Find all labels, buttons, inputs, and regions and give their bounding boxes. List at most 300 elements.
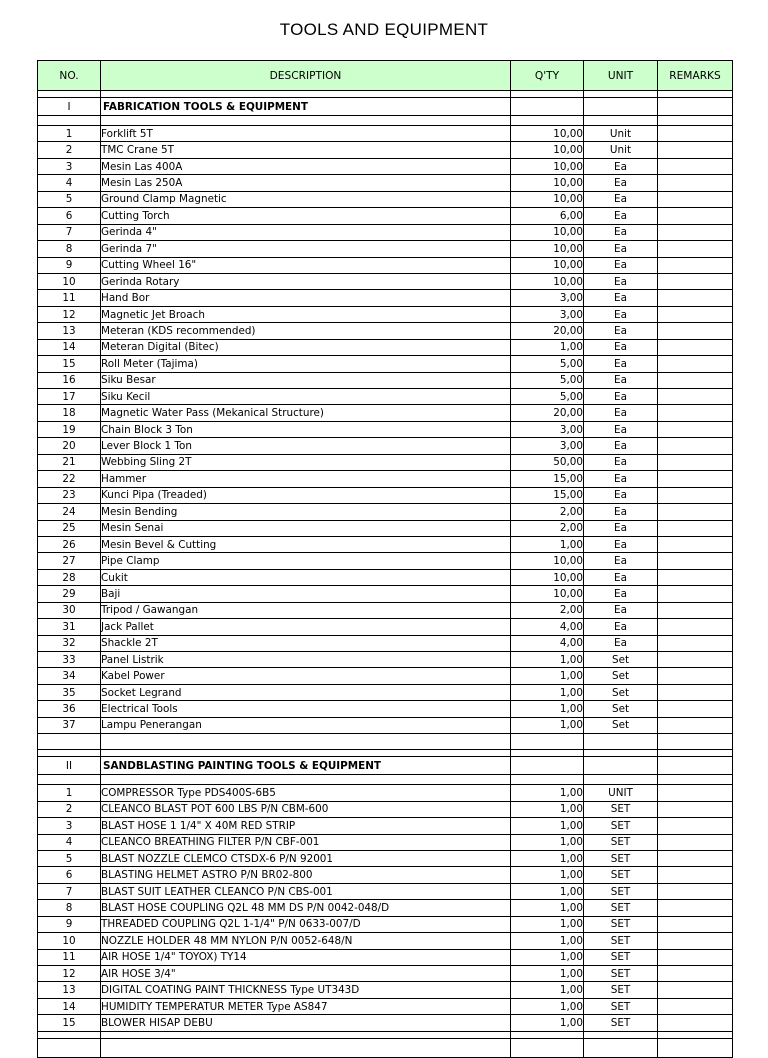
table-row	[38, 454, 733, 470]
item-number: 25	[38, 520, 101, 536]
empty-cell	[658, 1038, 733, 1057]
empty-cell	[511, 98, 584, 116]
table-row	[38, 536, 733, 552]
item-quantity: 10,00	[511, 142, 584, 158]
item-description: BLAST HOSE 1 1/4" X 40M RED STRIP	[101, 818, 511, 834]
empty-cell	[658, 98, 733, 116]
item-quantity: 1,00	[511, 668, 584, 684]
item-number: 28	[38, 569, 101, 585]
item-description: Lampu Penerangan	[101, 717, 511, 733]
blank-row	[38, 734, 733, 750]
empty-cell	[38, 775, 101, 785]
item-description: Mesin Bending	[101, 504, 511, 520]
spacer-row	[38, 775, 733, 785]
table-row	[38, 635, 733, 651]
table-row	[38, 785, 733, 801]
item-number: 5	[38, 191, 101, 207]
item-number: 8	[38, 900, 101, 916]
item-number: 9	[38, 916, 101, 932]
table-row	[38, 850, 733, 866]
item-unit: Ea	[584, 553, 658, 569]
table-row	[38, 916, 733, 932]
item-remarks	[658, 652, 733, 668]
item-unit: Ea	[584, 257, 658, 273]
item-unit: Ea	[584, 471, 658, 487]
item-number: 11	[38, 949, 101, 965]
table-row	[38, 900, 733, 916]
table-row	[38, 933, 733, 949]
item-quantity: 6,00	[511, 208, 584, 224]
table-row	[38, 126, 733, 142]
item-remarks	[658, 850, 733, 866]
table-row	[38, 306, 733, 322]
empty-cell	[511, 91, 584, 98]
item-number: 35	[38, 684, 101, 700]
item-unit: Set	[584, 701, 658, 717]
item-unit: Ea	[584, 356, 658, 372]
item-remarks	[658, 356, 733, 372]
item-unit: SET	[584, 998, 658, 1014]
item-remarks	[658, 339, 733, 355]
item-description: Siku Kecil	[101, 389, 511, 405]
item-number: 2	[38, 142, 101, 158]
table-row	[38, 224, 733, 240]
empty-cell	[584, 91, 658, 98]
item-remarks	[658, 126, 733, 142]
item-quantity: 3,00	[511, 290, 584, 306]
item-number: 16	[38, 372, 101, 388]
item-description: Kabel Power	[101, 668, 511, 684]
item-remarks	[658, 785, 733, 801]
empty-cell	[101, 116, 511, 126]
item-remarks	[658, 208, 733, 224]
item-quantity: 10,00	[511, 158, 584, 174]
empty-cell	[511, 1038, 584, 1057]
section-title: FABRICATION TOOLS & EQUIPMENT	[101, 98, 511, 116]
item-remarks	[658, 438, 733, 454]
item-quantity: 10,00	[511, 569, 584, 585]
spacer-row	[38, 91, 733, 98]
item-quantity: 1,00	[511, 339, 584, 355]
item-description: Electrical Tools	[101, 701, 511, 717]
table-row	[38, 471, 733, 487]
table-row	[38, 257, 733, 273]
item-unit: SET	[584, 1015, 658, 1031]
item-quantity: 4,00	[511, 635, 584, 651]
item-remarks	[658, 257, 733, 273]
table-row	[38, 867, 733, 883]
item-remarks	[658, 602, 733, 618]
item-quantity: 20,00	[511, 405, 584, 421]
item-remarks	[658, 553, 733, 569]
item-description: Panel Listrik	[101, 652, 511, 668]
item-quantity: 10,00	[511, 586, 584, 602]
table-row	[38, 619, 733, 635]
table-row	[38, 949, 733, 965]
item-number: 7	[38, 224, 101, 240]
item-unit: Ea	[584, 208, 658, 224]
item-unit: SET	[584, 949, 658, 965]
table-row	[38, 158, 733, 174]
item-unit: Ea	[584, 421, 658, 437]
item-number: 22	[38, 471, 101, 487]
item-quantity: 10,00	[511, 191, 584, 207]
empty-cell	[658, 734, 733, 750]
item-description: Cukit	[101, 569, 511, 585]
item-number: 6	[38, 867, 101, 883]
item-unit: Ea	[584, 175, 658, 191]
item-description: BLAST NOZZLE CLEMCO CTSDX-6 P/N 92001	[101, 850, 511, 866]
item-number: 36	[38, 701, 101, 717]
item-number: 7	[38, 883, 101, 899]
item-unit: Ea	[584, 635, 658, 651]
item-description: COMPRESSOR Type PDS400S-6B5	[101, 785, 511, 801]
table-row	[38, 553, 733, 569]
item-quantity: 2,00	[511, 504, 584, 520]
item-quantity: 1,00	[511, 818, 584, 834]
item-quantity: 2,00	[511, 520, 584, 536]
table-row	[38, 684, 733, 700]
item-number: 10	[38, 933, 101, 949]
table-row	[38, 372, 733, 388]
item-quantity: 1,00	[511, 801, 584, 817]
item-quantity: 50,00	[511, 454, 584, 470]
item-number: 21	[38, 454, 101, 470]
header-description: DESCRIPTION	[101, 61, 511, 91]
item-description: TMC Crane 5T	[101, 142, 511, 158]
item-unit: Ea	[584, 487, 658, 503]
item-description: Cutting Torch	[101, 208, 511, 224]
empty-cell	[38, 750, 101, 757]
empty-cell	[511, 775, 584, 785]
empty-cell	[584, 750, 658, 757]
empty-cell	[584, 1038, 658, 1057]
item-description: Tripod / Gawangan	[101, 602, 511, 618]
item-number: 15	[38, 1015, 101, 1031]
table-row	[38, 701, 733, 717]
item-quantity: 5,00	[511, 389, 584, 405]
empty-cell	[584, 757, 658, 775]
item-number: 13	[38, 982, 101, 998]
empty-cell	[658, 775, 733, 785]
item-quantity: 1,00	[511, 883, 584, 899]
item-remarks	[658, 520, 733, 536]
empty-cell	[38, 1031, 101, 1038]
item-remarks	[658, 487, 733, 503]
table-row	[38, 504, 733, 520]
item-unit: SET	[584, 916, 658, 932]
item-unit: Ea	[584, 438, 658, 454]
item-remarks	[658, 717, 733, 733]
item-unit: Ea	[584, 241, 658, 257]
item-remarks	[658, 619, 733, 635]
item-description: DIGITAL COATING PAINT THICKNESS Type UT343D	[101, 982, 511, 998]
item-quantity: 1,00	[511, 850, 584, 866]
table-row	[38, 998, 733, 1014]
item-remarks	[658, 867, 733, 883]
table-row	[38, 569, 733, 585]
empty-cell	[584, 98, 658, 116]
item-number: 27	[38, 553, 101, 569]
item-description: BLASTING HELMET ASTRO P/N BR02-800	[101, 867, 511, 883]
item-quantity: 3,00	[511, 306, 584, 322]
item-remarks	[658, 998, 733, 1014]
item-number: 6	[38, 208, 101, 224]
empty-cell	[101, 1038, 511, 1057]
item-remarks	[658, 175, 733, 191]
empty-cell	[38, 91, 101, 98]
item-unit: SET	[584, 834, 658, 850]
item-unit: SET	[584, 982, 658, 998]
empty-cell	[101, 750, 511, 757]
item-description: Jack Pallet	[101, 619, 511, 635]
table-row	[38, 405, 733, 421]
item-remarks	[658, 949, 733, 965]
item-unit: Ea	[584, 224, 658, 240]
item-quantity: 20,00	[511, 323, 584, 339]
item-unit: Ea	[584, 372, 658, 388]
item-number: 12	[38, 306, 101, 322]
item-description: Kunci Pipa (Treaded)	[101, 487, 511, 503]
table-row	[38, 142, 733, 158]
section-row	[38, 757, 733, 775]
item-unit: Ea	[584, 520, 658, 536]
item-quantity: 1,00	[511, 834, 584, 850]
table-row	[38, 273, 733, 289]
section-number: I	[38, 98, 101, 116]
item-quantity: 10,00	[511, 241, 584, 257]
table-row	[38, 438, 733, 454]
table-row	[38, 487, 733, 503]
item-unit: Set	[584, 717, 658, 733]
item-unit: Ea	[584, 191, 658, 207]
item-quantity: 1,00	[511, 684, 584, 700]
item-number: 9	[38, 257, 101, 273]
item-quantity: 1,00	[511, 717, 584, 733]
item-remarks	[658, 933, 733, 949]
item-remarks	[658, 142, 733, 158]
item-remarks	[658, 241, 733, 257]
item-unit: Ea	[584, 619, 658, 635]
item-remarks	[658, 224, 733, 240]
item-quantity: 10,00	[511, 273, 584, 289]
item-number: 1	[38, 785, 101, 801]
item-number: 10	[38, 273, 101, 289]
item-description: Siku Besar	[101, 372, 511, 388]
item-number: 4	[38, 834, 101, 850]
empty-cell	[101, 734, 511, 750]
item-remarks	[658, 818, 733, 834]
item-remarks	[658, 372, 733, 388]
item-unit: Set	[584, 668, 658, 684]
table-row	[38, 966, 733, 982]
item-remarks	[658, 405, 733, 421]
empty-cell	[584, 116, 658, 126]
item-description: THREADED COUPLING Q2L 1-1/4" P/N 0633-007/D	[101, 916, 511, 932]
table-row	[38, 1015, 733, 1031]
item-number: 2	[38, 801, 101, 817]
item-description: Mesin Senai	[101, 520, 511, 536]
table-row	[38, 586, 733, 602]
item-description: Roll Meter (Tajima)	[101, 356, 511, 372]
item-unit: SET	[584, 966, 658, 982]
empty-cell	[658, 757, 733, 775]
item-remarks	[658, 684, 733, 700]
item-description: BLOWER HISAP DEBU	[101, 1015, 511, 1031]
item-unit: Ea	[584, 454, 658, 470]
table-row	[38, 191, 733, 207]
item-description: Mesin Las 250A	[101, 175, 511, 191]
item-description: Mesin Bevel & Cutting	[101, 536, 511, 552]
item-remarks	[658, 536, 733, 552]
item-number: 29	[38, 586, 101, 602]
item-description: CLEANCO BLAST POT 600 LBS P/N CBM-600	[101, 801, 511, 817]
item-description: Baji	[101, 586, 511, 602]
item-remarks	[658, 158, 733, 174]
item-quantity: 5,00	[511, 372, 584, 388]
empty-cell	[38, 116, 101, 126]
empty-cell	[101, 775, 511, 785]
header-unit: UNIT	[584, 61, 658, 91]
section-row	[38, 98, 733, 116]
item-remarks	[658, 701, 733, 717]
empty-cell	[658, 1031, 733, 1038]
item-unit: SET	[584, 867, 658, 883]
item-quantity: 1,00	[511, 916, 584, 932]
item-number: 23	[38, 487, 101, 503]
item-description: BLAST SUIT LEATHER CLEANCO P/N CBS-001	[101, 883, 511, 899]
table-row	[38, 602, 733, 618]
item-number: 20	[38, 438, 101, 454]
item-description: Cutting Wheel 16"	[101, 257, 511, 273]
header-row	[38, 61, 733, 91]
item-number: 31	[38, 619, 101, 635]
table-body	[38, 91, 733, 1058]
item-remarks	[658, 306, 733, 322]
item-description: Gerinda Rotary	[101, 273, 511, 289]
item-quantity: 1,00	[511, 998, 584, 1014]
item-remarks	[658, 900, 733, 916]
item-number: 32	[38, 635, 101, 651]
empty-cell	[101, 1031, 511, 1038]
item-quantity: 1,00	[511, 701, 584, 717]
item-unit: Unit	[584, 142, 658, 158]
item-description: Forklift 5T	[101, 126, 511, 142]
item-quantity: 1,00	[511, 933, 584, 949]
item-description: Hammer	[101, 471, 511, 487]
item-quantity: 10,00	[511, 257, 584, 273]
item-quantity: 10,00	[511, 224, 584, 240]
item-number: 34	[38, 668, 101, 684]
item-number: 13	[38, 323, 101, 339]
item-unit: Ea	[584, 273, 658, 289]
item-description: Magnetic Jet Broach	[101, 306, 511, 322]
item-number: 3	[38, 818, 101, 834]
item-quantity: 3,00	[511, 421, 584, 437]
item-number: 17	[38, 389, 101, 405]
item-number: 24	[38, 504, 101, 520]
item-remarks	[658, 389, 733, 405]
item-quantity: 1,00	[511, 949, 584, 965]
item-description: Gerinda 4"	[101, 224, 511, 240]
empty-cell	[101, 91, 511, 98]
item-unit: Set	[584, 652, 658, 668]
item-remarks	[658, 323, 733, 339]
empty-cell	[511, 116, 584, 126]
item-description: Gerinda 7"	[101, 241, 511, 257]
table-row	[38, 801, 733, 817]
item-quantity: 1,00	[511, 785, 584, 801]
item-unit: UNIT	[584, 785, 658, 801]
item-unit: SET	[584, 801, 658, 817]
item-remarks	[658, 668, 733, 684]
item-number: 1	[38, 126, 101, 142]
item-number: 4	[38, 175, 101, 191]
item-description: Ground Clamp Magnetic	[101, 191, 511, 207]
item-quantity: 1,00	[511, 900, 584, 916]
item-unit: Ea	[584, 405, 658, 421]
table-row	[38, 520, 733, 536]
item-unit: SET	[584, 900, 658, 916]
table-row	[38, 356, 733, 372]
empty-cell	[511, 757, 584, 775]
item-remarks	[658, 290, 733, 306]
item-unit: SET	[584, 933, 658, 949]
page-title: TOOLS AND EQUIPMENT	[279, 20, 489, 39]
empty-cell	[658, 91, 733, 98]
item-unit: SET	[584, 818, 658, 834]
item-unit: Ea	[584, 569, 658, 585]
item-unit: Ea	[584, 158, 658, 174]
item-number: 14	[38, 998, 101, 1014]
table-row	[38, 818, 733, 834]
table-row	[38, 323, 733, 339]
item-description: Mesin Las 400A	[101, 158, 511, 174]
item-quantity: 4,00	[511, 619, 584, 635]
item-description: Webbing Sling 2T	[101, 454, 511, 470]
item-number: 19	[38, 421, 101, 437]
empty-cell	[658, 750, 733, 757]
item-number: 33	[38, 652, 101, 668]
header-qty: Q'TY	[511, 61, 584, 91]
empty-cell	[38, 734, 101, 750]
item-quantity: 10,00	[511, 126, 584, 142]
empty-cell	[584, 1031, 658, 1038]
item-description: Hand Bor	[101, 290, 511, 306]
item-remarks	[658, 454, 733, 470]
item-description: BLAST HOSE COUPLING Q2L 48 MM DS P/N 0042-048/D	[101, 900, 511, 916]
item-number: 8	[38, 241, 101, 257]
item-remarks	[658, 421, 733, 437]
item-number: 30	[38, 602, 101, 618]
item-description: NOZZLE HOLDER 48 MM NYLON P/N 0052-648/N	[101, 933, 511, 949]
item-remarks	[658, 801, 733, 817]
item-remarks	[658, 273, 733, 289]
item-remarks	[658, 1015, 733, 1031]
table-row	[38, 668, 733, 684]
header-remarks: REMARKS	[658, 61, 733, 91]
item-description: Pipe Clamp	[101, 553, 511, 569]
item-quantity: 10,00	[511, 175, 584, 191]
item-unit: Ea	[584, 323, 658, 339]
section-title: SANDBLASTING PAINTING TOOLS & EQUIPMENT	[101, 757, 511, 775]
empty-cell	[584, 734, 658, 750]
item-unit: Ea	[584, 339, 658, 355]
table-row	[38, 208, 733, 224]
item-remarks	[658, 635, 733, 651]
table-row	[38, 290, 733, 306]
item-quantity: 2,00	[511, 602, 584, 618]
